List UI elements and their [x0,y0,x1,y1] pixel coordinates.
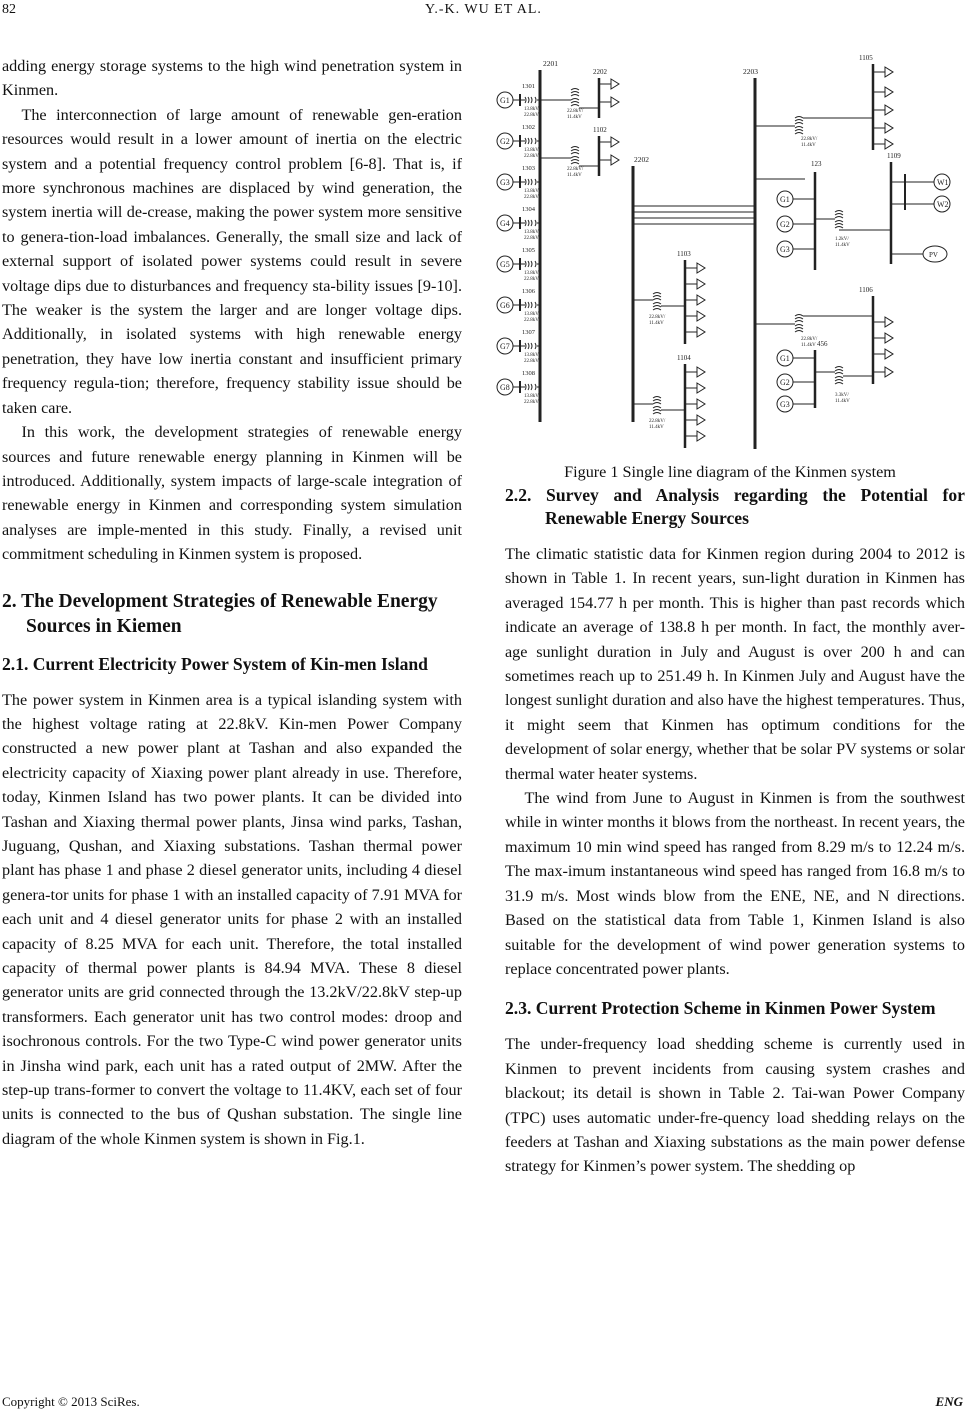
wind-generator-w1-label: W1 [937,178,949,187]
generator-456-g2-label: G2 [780,378,790,387]
right-column [505,470,965,1179]
generator-456-g1-label: G1 [780,354,790,363]
generator-g3-label: G3 [500,178,510,187]
tx-label-a-1104: 22.8kV/ [649,419,666,424]
tx-1101-primary [571,89,579,97]
step-up-transformer-2 [525,138,536,144]
load-1105-5 [885,139,893,149]
load-1106-4 [885,367,893,377]
step-up-label-a-5: 13.8kV/ [524,271,541,276]
tx-1105-secondary [795,127,803,135]
bus-label-1104: 1104 [677,354,691,362]
tx-label-a-1103: 22.8kV/ [649,315,666,320]
tx-1105-primary [795,117,803,125]
bus-2203-label: 2203 [743,67,758,76]
generator-g2-label: G2 [500,137,510,146]
step-up-label-a-7: 13.8kV/ [524,353,541,358]
generator-123-g1-label: G1 [780,195,790,204]
wind-tx-label-b: 11.4kV [835,243,850,248]
load-1101-2 [611,97,619,107]
left-column [2,54,462,1151]
tx-label-b-1102: 11.4kV [567,173,582,178]
load-1106-1 [885,317,893,327]
gen-bus-label-1304: 1304 [522,206,535,213]
step-up-label-b-1: 22.8kV [524,113,539,118]
load-1103-1 [697,263,705,273]
figure-caption: Figure 1 Single line diagram of the Kinmen system [564,463,896,481]
section-2-1-heading: 2.1. Current Electricity Power System of Kin-men Island [2,653,428,674]
pv-source-label: PV [929,251,938,259]
running-head: Y.-K. WU ET AL. [425,2,542,17]
tx-456-label-a: 3.3kV/ [835,393,849,398]
wind-generator-w2-label: W2 [937,200,949,209]
step-up-label-b-5: 22.8kV [524,277,539,282]
tx-1103-primary [653,293,661,301]
tx-label-a-1101: 22.8kV/ [567,109,584,114]
paragraph-6: The wind from June to August in Kinmen is from the southwest while in winter months it blows from the northeast. In recent years, the maximum 10 min wind speed has ranged from 8.29 m/s to 12.24 m/s. The max-imum instantaneous wind speed has ranged from 16.8 m/s to 31.9 m/s. Most winds blow from the ENE, NE, and N directions. Based on the statistical data from Table 1, Kinmen Island is also suitable for the development of wind power generation systems to replace concentrated power plants. [505,789,965,978]
tx-1102-secondary [571,157,579,165]
load-1102-1 [611,137,619,147]
step-up-label-b-7: 22.8kV [524,359,539,364]
load-1101-1 [611,79,619,89]
wind-transformer-primary [835,211,843,219]
step-up-label-a-6: 13.8kV/ [524,312,541,317]
bus-label-1106: 1106 [859,286,873,294]
copyright-notice: Copyright © 2013 SciRes. [2,1394,140,1409]
tx-456-secondary [835,377,843,385]
load-1104-5 [697,431,705,441]
load-1104-4 [697,415,705,425]
tx-456-label-b: 11.4kV [835,399,850,404]
journal-abbreviation: ENG [935,1394,963,1409]
tx-label-b-1105: 11.4kV [801,143,816,148]
tx-1103-secondary [653,303,661,311]
tx-label-b-1104: 11.4kV [649,425,664,430]
step-up-transformer-6 [525,302,536,308]
gen-bus-label-1307: 1307 [522,329,535,336]
gen-bus-label-1303: 1303 [522,165,535,172]
bus-label-1103: 1103 [677,250,691,258]
page-header [0,0,967,24]
tx-label-a-1102: 22.8kV/ [567,167,584,172]
load-1105-3 [885,105,893,115]
step-up-label-b-6: 22.8kV [524,318,539,323]
load-1102-2 [611,155,619,165]
step-up-label-a-4: 13.8kV/ [524,230,541,235]
bus-label-1102: 1102 [593,126,607,134]
generator-g4-label: G4 [500,219,510,228]
gen-bus-label-1301: 1301 [522,83,535,90]
load-1105-2 [885,87,893,97]
generator-123-g3-label: G3 [780,245,790,254]
load-1105-4 [885,123,893,133]
tx-label-b-1103: 11.4kV [649,321,664,326]
load-1103-5 [697,327,705,337]
tx-1104-primary [653,397,661,405]
load-1104-3 [697,399,705,409]
bus-label-456: 456 [817,340,828,348]
load-1105-1 [885,67,893,77]
step-up-transformer-8 [525,384,536,390]
step-up-transformer-4 [525,220,536,226]
step-up-transformer-3 [525,179,536,185]
paragraph-7: The under-frequency load shedding scheme is currently used in Kinmen to prevent incidents from causing system crashes and blackout; its detail is shown in Table 2. Tai-wan Power Company (TPC) uses automatic under-fre-quency load shedding relays on the feeders at Tashan and Xiaxing substations as the main power defense strategy for Kinmen’s power system. The shedding op [505,1035,965,1176]
load-1104-2 [697,383,705,393]
load-1106-2 [885,333,893,343]
tx-label-a-1105: 22.8kV/ [801,137,818,142]
tx-label-b-1106: 11.4kV [801,343,816,348]
tx-label-b-1101: 11.4kV [567,115,582,120]
tx-1102-primary [571,147,579,155]
generator-g6-label: G6 [500,301,510,310]
generator-456-g3-label: G3 [780,400,790,409]
load-1103-4 [697,311,705,321]
paragraph-3: In this work, the development strategies of renewable energy sources and future renewable energy planning in Kinmen will be introduced. Additionally, system impacts of large-scale integration of renewable energy in Kinmen and corresponding system simulation analyses are imple-mented in this study. Finally, a revised unit commitment scheduling in Kinmen system is proposed. [2,423,462,564]
bus-label-1101: 2202 [593,68,607,76]
generator-g1-label: G1 [500,96,510,105]
bus-2202-label: 2202 [634,155,649,164]
paragraph-5: The climatic statistic data for Kinmen region during 2004 to 2012 is shown in Table 1. In recent years, sun-light duration in Kinmen has averaged 154.77 h per month. This is higher than past records which indicate an average of 138.8 h per month. In fact, the monthly aver-age sunlight duration in July and August is over 200 h and can sometimes reach up to 251.49 h. In Kinmen July and August have the longest sunlight duration and also have the highest temperatures. Thus, it might seem that Kinmen has optimum conditions for the development of solar energy, whether that be solar PV systems or solar thermal water heater systems. [505,545,965,783]
step-up-label-a-8: 13.8kV/ [524,394,541,399]
single-line-diagram [495,54,965,464]
bus-label-1105: 1105 [859,54,873,62]
step-up-label-a-3: 13.8kV/ [524,189,541,194]
load-1103-3 [697,295,705,305]
step-up-transformer-7 [525,343,536,349]
wind-transformer-secondary [835,221,843,229]
bus-label-123: 123 [811,160,822,168]
gen-bus-label-1302: 1302 [522,124,535,131]
step-up-label-b-4: 22.8kV [524,236,539,241]
tx-456-primary [835,367,843,375]
generator-g5-label: G5 [500,260,510,269]
wind-tx-label-a: 1.2kV/ [835,237,849,242]
load-1103-2 [697,279,705,289]
step-up-label-b-3: 22.8kV [524,195,539,200]
tx-1104-secondary [653,407,661,415]
step-up-label-b-2: 22.8kV [524,154,539,159]
generator-g8-label: G8 [500,383,510,392]
section-2-3-heading: 2.3. Current Protection Scheme in Kinmen Power System [505,998,936,1019]
gen-bus-label-1306: 1306 [522,288,535,295]
step-up-label-b-8: 22.8kV [524,400,539,405]
paragraph-4: The power system in Kinmen area is a typical islanding system with the highest voltage rating at 22.8kV. Kin-men Power Company constructed a new power plant at Tashan and also expanded the electricity capacity of Xiaxing power plant already in use. Therefore, today, Kinmen Island has two power plants. It can be divided into Tashan and Xiaxing thermal power plants, Jinsa wind parks, Tashan, Juguang, Qushan, and Xiaxing substations. Tashan thermal power plant has phase 1 and phase 2 diesel generator units, including 4 diesel genera-tor units for phase 1 with an installed capacity of 7.91 MVA for each unit and 4 diesel generator units for phase 2 with an installed capacity of 8.25 MVA for each unit. Therefore, the total installed capacity of thermal power plants is 84.94 MVA. These 8 diesel generator units are grid connected through the 13.2kV/22.8kV step-up transformers. Each generator unit has two control modes: droop and isochronous controls. For the two Type-C wind power generator units in Jinsha wind park, each unit has a rated output of 2MW. After the step-up trans-former to convert the voltage to 11.4KV, each set of four units is connected to the bus of Qushan substation. The single line diagram of the whole Kinmen system is shown in Fig.1. [2,690,462,1148]
bus-label-1109: 1109 [887,152,901,160]
section-2-2-heading: 2.2. Survey and Analysis regarding the Potential for Renewable Energy Sources [505,485,965,528]
load-1104-1 [697,367,705,377]
tx-1106-primary [795,315,803,323]
paragraph-2: The interconnection of large amount of renewable gen-eration resources would result in a lower amount of inertia on the electric system and a potential frequency control problem [6-8]. That is, if more synchronous machines are displaced by wind generation, the system inertia will de-crease, making the power system more sensitive to genera-tion-load imbalances. Generally, the small size and lack of external support of isolated power systems could result in severe voltage dips due to disturbances and frequency sta-bility issues [9-10]. The weaker is the system the larger and are longer voltage dips. Additionally, in isolated systems with high renewable energy penetration, they have low inertia constant and insufficient primary frequency regula-tion; therefore, frequency stability issue should be taken care. [2,105,462,417]
paragraph-1: adding energy storage systems to the high wind penetration system in Kinmen. [2,57,462,100]
gen-bus-label-1308: 1308 [522,370,535,377]
generator-g7-label: G7 [500,342,510,351]
step-up-transformer-5 [525,261,536,267]
tx-1101-secondary [571,99,579,107]
step-up-transformer-1 [525,97,536,103]
page-number: 82 [2,2,16,17]
generator-123-g2-label: G2 [780,220,790,229]
tx-1106-secondary [795,325,803,333]
step-up-label-a-1: 13.8kV/ [524,107,541,112]
load-1106-3 [885,349,893,359]
section-2-heading: 2. The Development Strategies of Renewable Energy Sources in Kiemen [2,590,438,637]
tx-label-a-1106: 22.8kV/ [801,337,818,342]
step-up-label-a-2: 13.8kV/ [524,148,541,153]
gen-bus-label-1305: 1305 [522,247,535,254]
bus-2201-label: 2201 [543,59,558,68]
